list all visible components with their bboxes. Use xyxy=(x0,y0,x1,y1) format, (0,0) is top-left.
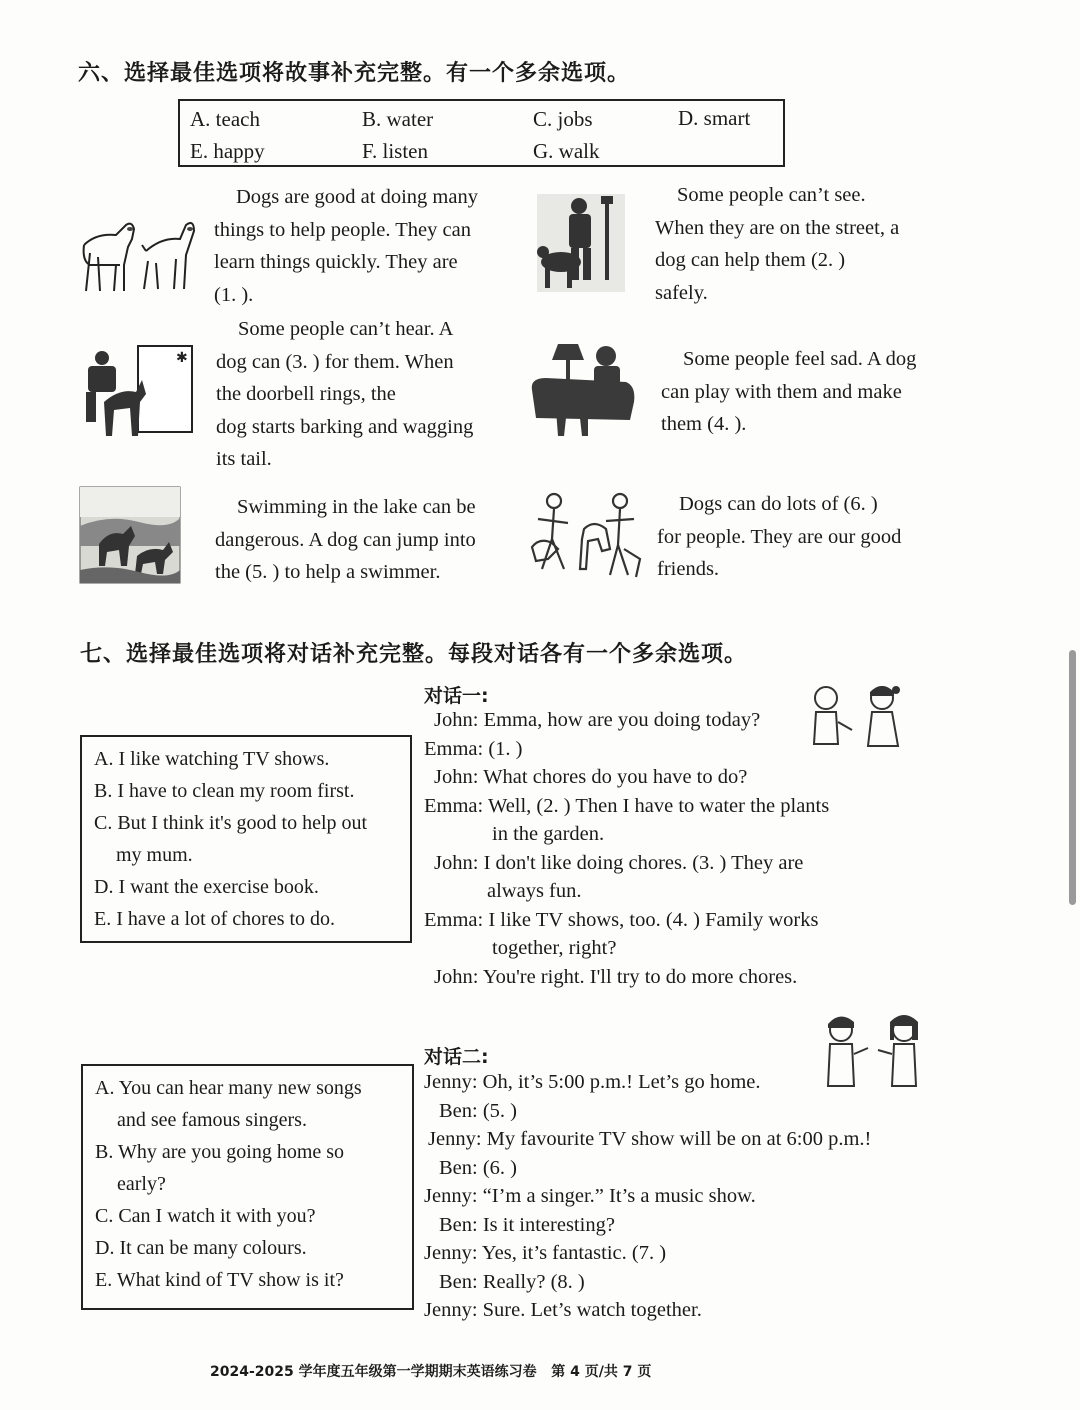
dialog-line: in the garden. xyxy=(492,823,605,845)
dialog-option: E. I have a lot of chores to do. xyxy=(94,908,336,930)
sofa-dog-illustration xyxy=(526,338,638,442)
word-option: C. jobs xyxy=(533,107,593,131)
dialog-line: Emma: (1. ) xyxy=(424,737,523,760)
word-options-box xyxy=(178,99,785,167)
story-paragraph-3: Some people can’t hear. A dog can (3. ) for them. When the doorbell rings, the dog starts barking and wagging its tail. xyxy=(216,318,474,470)
dialog-line: Jenny: “I’m a singer.” It’s a music show. xyxy=(424,1185,756,1207)
dialog-line: John: Emma, how are you doing today? xyxy=(434,709,761,731)
dialog-line: Ben: Is it interesting? xyxy=(439,1213,615,1236)
doorbell-dog-illustration xyxy=(80,344,196,440)
story-paragraph-2: Some people can’t see. When they are on the street, a dog can help them (2. ) safely. xyxy=(655,184,900,304)
dialog-line: together, right? xyxy=(492,937,617,959)
dialog-option: early? xyxy=(117,1173,166,1195)
page-footer: 2024-2025 学年度五年级第一学期期末英语练习卷 第 4 页/共 7 页 xyxy=(210,1364,652,1380)
dialog-option: B. Why are you going home so xyxy=(95,1141,345,1163)
dialog-line: Jenny: Yes, it’s fantastic. (7. ) xyxy=(424,1242,667,1264)
word-option: D. smart xyxy=(678,106,751,130)
dialog-line: John: You're right. I'll try to do more chores. xyxy=(434,965,798,988)
dialog-option: C. But I think it's good to help out xyxy=(94,812,368,834)
dialog-line: Jenny: Sure. Let’s watch together. xyxy=(424,1299,702,1321)
word-option: A. teach xyxy=(190,107,260,131)
dialog-option: E. What kind of TV show is it? xyxy=(95,1269,344,1291)
dialog-line: Ben: (5. ) xyxy=(439,1099,517,1122)
dialog2-title: 对话二: xyxy=(424,1046,489,1068)
two-dogs-illustration xyxy=(76,205,198,297)
dialog1-title: 对话一: xyxy=(424,685,489,707)
dialog-option: B. I have to clean my room first. xyxy=(94,780,355,802)
lake-rescue-illustration xyxy=(79,486,181,584)
svg-text:✱: ✱ xyxy=(176,351,188,366)
word-option: B. water xyxy=(362,107,434,131)
guide-dog-illustration xyxy=(533,190,629,296)
dialog-line: Emma: I like TV shows, too. (4. ) Family works xyxy=(424,908,819,931)
section6-heading: 六、选择最佳选项将故事补充完整。有一个多余选项。 xyxy=(78,61,631,86)
dialog-line: Ben: (6. ) xyxy=(439,1156,517,1179)
dialog-line: John: What chores do you have to do? xyxy=(434,766,748,788)
dialog2-lines xyxy=(424,1068,871,1325)
working-dogs-illustration xyxy=(528,489,648,581)
dialog-option: D. I want the exercise book. xyxy=(94,876,319,898)
dialog1-options-box xyxy=(80,735,412,943)
dialog1-lines xyxy=(424,706,829,991)
dialog-option: C. Can I watch it with you? xyxy=(95,1205,316,1227)
word-option: F. listen xyxy=(362,139,428,163)
dialog-option: D. It can be many colours. xyxy=(95,1237,307,1259)
dialog-line: Jenny: Oh, it’s 5:00 p.m.! Let’s go home. xyxy=(424,1071,761,1093)
dialog-line: Jenny: My favourite TV show will be on at 6:00 p.m.! xyxy=(428,1128,872,1150)
dialog-line: John: I don't like doing chores. (3. ) They are xyxy=(434,851,804,874)
scrollbar[interactable] xyxy=(1069,650,1076,905)
section7-heading: 七、选择最佳选项将对话补充完整。每段对话各有一个多余选项。 xyxy=(80,642,748,667)
story-paragraph-1: Dogs are good at doing many things to help people. They can learn things quickly. They are (1. ). xyxy=(214,186,478,306)
dialog-option: and see famous singers. xyxy=(117,1109,307,1131)
word-option: G. walk xyxy=(533,139,600,163)
dialog2-options-box xyxy=(81,1064,414,1310)
story-paragraph-6: Dogs can do lots of (6. ) for people. They are our good friends. xyxy=(657,493,902,580)
story-paragraph-4: Some people feel sad. A dog can play with them and make them (4. ). xyxy=(661,348,917,435)
dialog-option: A. I like watching TV shows. xyxy=(94,748,330,770)
dialog-option: my mum. xyxy=(116,844,193,866)
dialog-line: Emma: Well, (2. ) Then I have to water the plants xyxy=(424,794,830,817)
word-option: E. happy xyxy=(190,139,265,163)
dialog-option: A. You can hear many new songs xyxy=(95,1077,362,1099)
dialog-line: always fun. xyxy=(487,880,582,902)
dialog-line: Ben: Really? (8. ) xyxy=(439,1270,585,1293)
story-paragraph-5: Swimming in the lake can be dangerous. A dog can jump into the (5. ) to help a swimmer. xyxy=(215,496,476,583)
